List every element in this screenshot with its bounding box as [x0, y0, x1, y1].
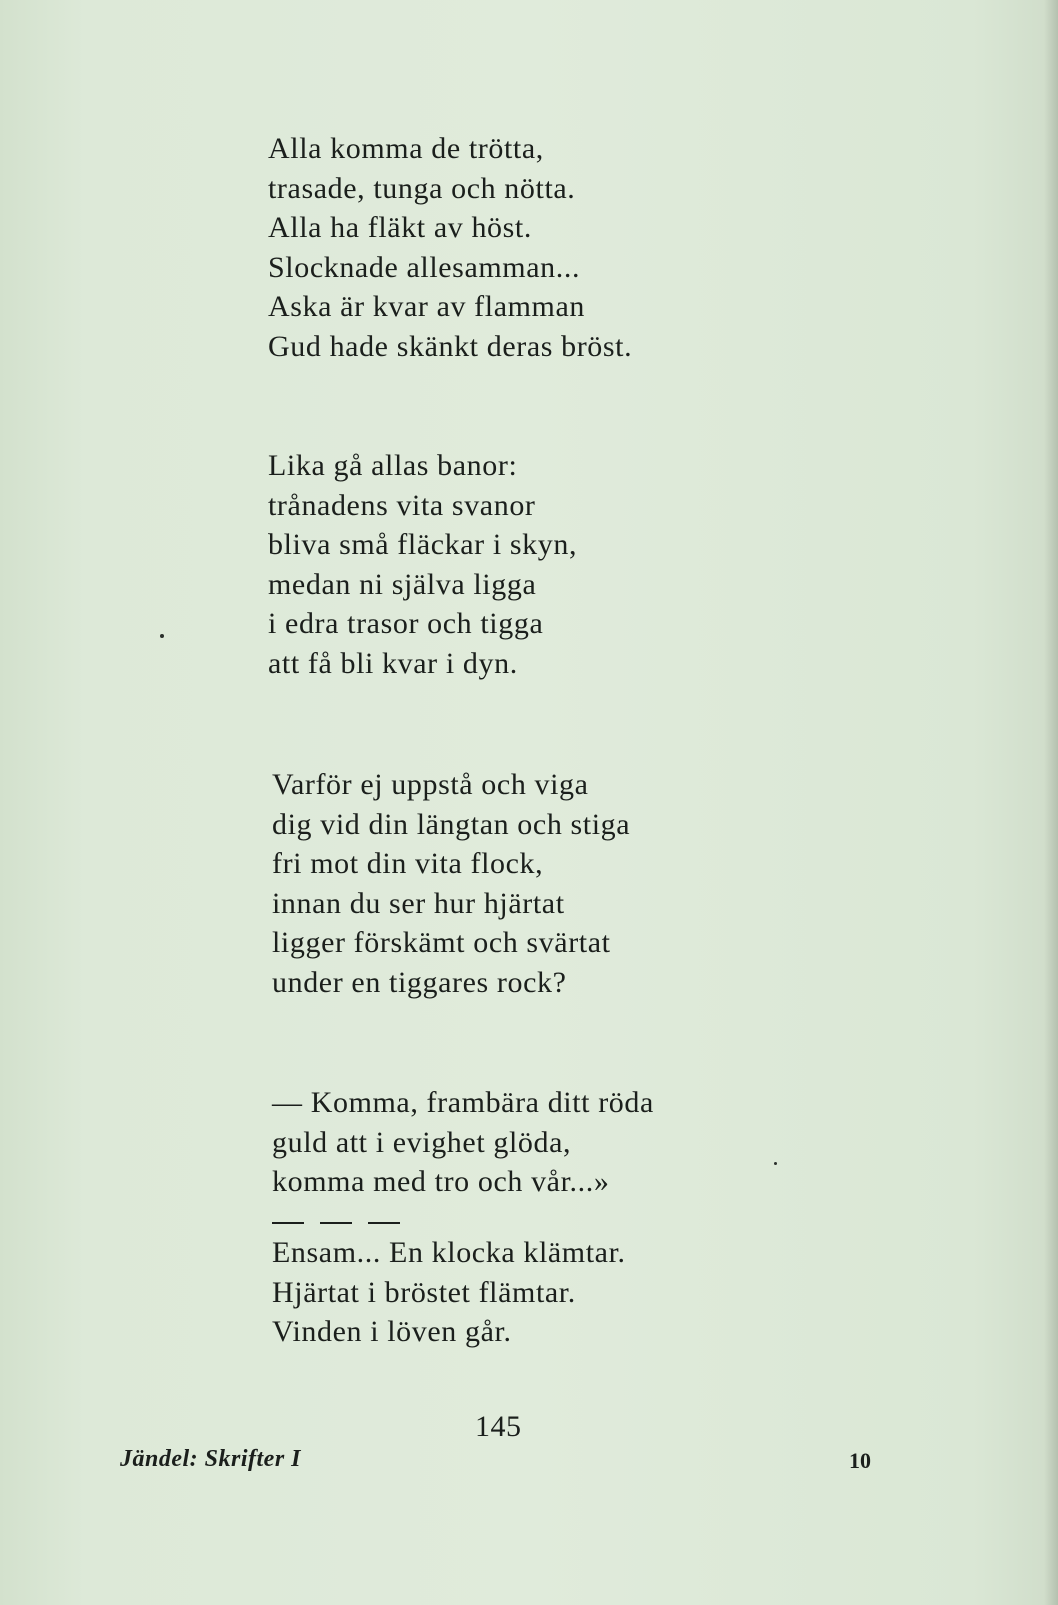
poem-line: i edra trasor och tigga	[268, 607, 544, 640]
stanza-3	[272, 765, 630, 1002]
poem-line: att få bli kvar i dyn.	[268, 646, 518, 680]
poem-line: trasade, tunga och nötta.	[268, 171, 576, 205]
print-speck	[160, 634, 164, 638]
poem-line: Hjärtat i bröstet flämtar.	[272, 1275, 576, 1309]
poem-line: trånadens vita svanor	[268, 488, 536, 522]
poem-line: innan du ser hur hjärtat	[272, 886, 565, 920]
print-speck	[774, 1162, 777, 1165]
stanza-1	[268, 129, 632, 366]
page-number: 145	[475, 1410, 522, 1443]
poem-line: — Komma, frambära ditt röda	[272, 1086, 654, 1119]
stanza-4	[272, 1083, 654, 1202]
poem-line: ligger förskämt och svärtat	[272, 926, 611, 959]
stanza-2	[268, 446, 577, 683]
poem-line: Alla ha fläkt av höst.	[268, 211, 532, 244]
poem-line: Varför ej uppstå och viga	[272, 768, 589, 801]
poem-line: Gud hade skänkt deras bröst.	[268, 329, 633, 363]
poem-line: Aska är kvar av flamman	[268, 290, 586, 323]
stanza-5	[272, 1233, 626, 1352]
poem-line: Lika gå allas banor:	[268, 449, 518, 482]
poem-line: under en tiggares rock?	[272, 965, 567, 999]
section-separator	[272, 1222, 402, 1225]
separator-dash	[320, 1222, 352, 1224]
poem-line: dig vid din längtan och stiga	[272, 807, 631, 841]
poem-line: Slocknade allesamman...	[268, 250, 581, 284]
signature-mark: Jändel: Skrifter I	[120, 1446, 302, 1472]
poem-line: komma med tro och vår...»	[272, 1165, 610, 1198]
poem-line: Ensam... En klocka klämtar.	[272, 1236, 626, 1269]
sheet-number: 10	[849, 1448, 871, 1473]
poem-line: medan ni själva ligga	[268, 567, 537, 601]
poem-line: bliva små fläckar i skyn,	[268, 528, 578, 561]
poem-line: Alla komma de trötta,	[268, 132, 544, 165]
separator-dash	[368, 1222, 400, 1224]
poem-line: Vinden i löven går.	[272, 1315, 512, 1348]
poem-line: fri mot din vita flock,	[272, 847, 544, 880]
poem-line: guld att i evighet glöda,	[272, 1125, 572, 1159]
separator-dash	[272, 1222, 304, 1224]
page-edge-shadow	[1044, 0, 1058, 1605]
